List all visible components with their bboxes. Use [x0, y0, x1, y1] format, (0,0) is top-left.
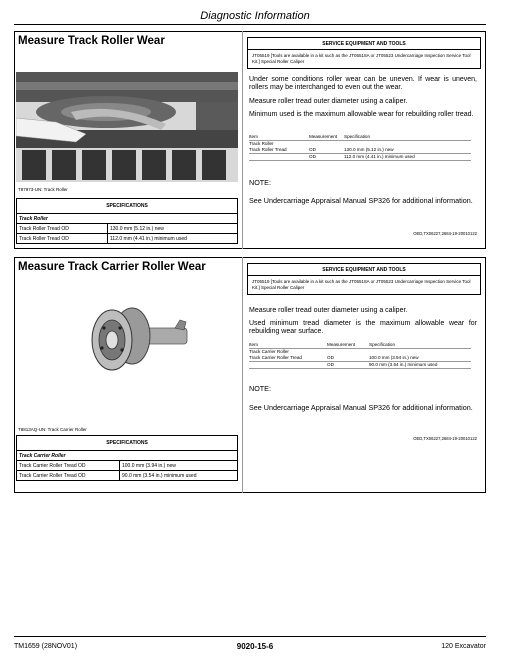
item-cell: Track Carrier Roller Tread [249, 355, 302, 360]
spec-value: 130.0 mm (5.12 in.) new [108, 224, 238, 234]
table-row [249, 147, 471, 154]
note-label: NOTE: [249, 384, 271, 393]
col-header-measurement: Measurement [309, 134, 338, 139]
specifications-table [16, 198, 238, 244]
spec-table-header: SPECIFICATIONS [17, 436, 238, 451]
col-header-measurement: Measurement [327, 342, 356, 347]
table-row [17, 234, 238, 244]
tools-header: SERVICE EQUIPMENT AND TOOLS [248, 264, 480, 276]
group-label: Track Roller [249, 141, 274, 146]
service-tools-box [247, 263, 481, 295]
reference-code: OED,TX06227,2684-19-20010122 [413, 436, 477, 441]
table-row [249, 355, 471, 362]
footer-rule [14, 636, 486, 637]
spec-value: 90.0 mm (3.54 in.) minimum used [120, 471, 238, 481]
col-header-specification: Specification [369, 342, 396, 347]
note-text: See Undercarriage Appraisal Manual SP326 for additional information. [249, 403, 473, 412]
image-caption: T87973-UN: Track Roller [18, 187, 68, 192]
image-caption: T8813AQ-UN: Track Carrier Roller [18, 427, 87, 432]
spec-table-group: Track Roller [17, 214, 238, 224]
section-title: Measure Track Carrier Roller Wear [18, 261, 206, 273]
col-header-specification: Specification [344, 134, 371, 139]
spec-label: Track Roller Tread OD [17, 234, 108, 244]
paragraph: Measure roller tread outer diameter using a caliper. [249, 307, 408, 314]
measurement-table [249, 134, 471, 161]
paragraph: Used minimum tread diameter is the maximum allowable wear for rebuilding wear surface. [249, 320, 477, 336]
col-header-item: Item [249, 342, 258, 347]
paragraph: Measure roller tread outer diameter using a caliper. [249, 98, 408, 105]
footer-model: 120 Excavator [441, 643, 486, 650]
note-text: See Undercarriage Appraisal Manual SP326 for additional information. [249, 196, 473, 205]
section-divider [242, 257, 243, 493]
table-row [249, 362, 471, 369]
section-title: Measure Track Roller Wear [18, 35, 165, 47]
table-header-row [249, 134, 471, 141]
measurement-cell: OD [309, 154, 316, 159]
spec-label: Track Roller Tread OD [17, 224, 108, 234]
specification-cell: 90.0 mm (3.54 in.) minimum used [369, 362, 438, 367]
table-row [17, 471, 238, 481]
specification-cell: 130.0 mm (5.12 in.) new [344, 147, 394, 152]
paragraph: Under some conditions roller wear can be uneven. If wear is uneven, rollers may be interchanged to even out the wear. [249, 76, 477, 92]
spec-table-group: Track Carrier Roller [17, 451, 238, 461]
service-tools-box [247, 37, 481, 69]
header-rule [14, 24, 486, 25]
page-header-title: Diagnostic Information [200, 10, 310, 22]
item-cell: Track Roller Tread [249, 147, 287, 152]
spec-label: Track Carrier Roller Tread OD [17, 471, 120, 481]
table-row [17, 224, 238, 234]
reference-code: OED,TX06227,2684-19-20010122 [413, 231, 477, 236]
footer-manual-id: TM1659 (28NOV01) [14, 643, 78, 650]
col-header-item: Item [249, 134, 258, 139]
footer-page-number: 9020-15-6 [236, 642, 274, 651]
table-row [17, 461, 238, 471]
spec-value: 100.0 mm (3.94 in.) new [120, 461, 238, 471]
section-divider [242, 31, 243, 249]
measurement-table [249, 342, 471, 369]
note-label: NOTE: [249, 178, 271, 187]
spec-label: Track Carrier Roller Tread OD [17, 461, 120, 471]
measurement-cell: OD [327, 362, 334, 367]
track-roller-photo [16, 72, 238, 182]
tools-text: JT05519 [Tools are available in a kit such as the JT05518A or JT05523 Undercarriage Inspection Service Tool Kit.] Special Roller Caliper [252, 53, 471, 64]
tools-header: SERVICE EQUIPMENT AND TOOLS [248, 38, 480, 50]
specification-cell: 100.0 mm (3.94 in.) new [369, 355, 419, 360]
table-row [249, 154, 471, 161]
specification-cell: 112.0 mm (4.41 in.) minimum used [344, 154, 415, 159]
spec-value: 112.0 mm (4.41 in.) minimum used [108, 234, 238, 244]
measurement-cell: OD [327, 355, 334, 360]
spec-table-header: SPECIFICATIONS [17, 199, 238, 214]
table-header-row [249, 342, 471, 349]
paragraph: Minimum used is the maximum allowable wear for rebuilding roller tread. [249, 111, 474, 118]
group-label: Track Carrier Roller [249, 349, 289, 354]
measurement-cell: OD [309, 147, 316, 152]
track-carrier-roller-photo [80, 302, 190, 380]
specifications-table [16, 435, 238, 481]
tools-text: JT05519 [Tools are available in a kit such as the JT05518A or JT05523 Undercarriage Inspection Service Tool Kit.] Special Roller Caliper [252, 279, 471, 290]
